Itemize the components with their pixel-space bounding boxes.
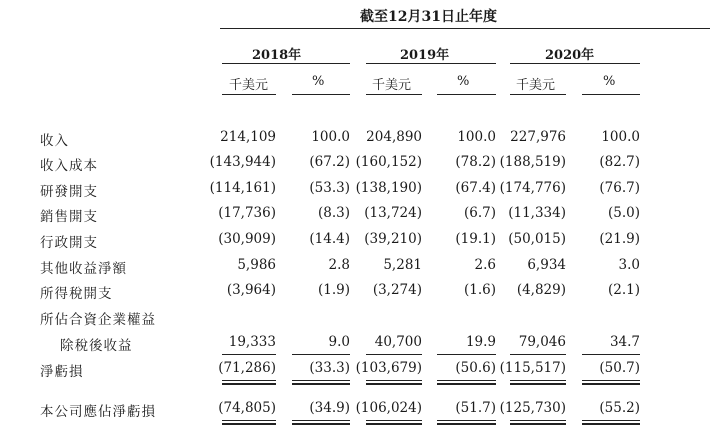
cell-2018-amount: (17,736) (218, 205, 276, 221)
unit-2020-amount: 千美元 (516, 78, 556, 93)
cell-2019-amount: 40,700 (374, 334, 422, 350)
cell-2020-pct: (21.9) (599, 231, 640, 247)
cell-2018-amount: (30,909) (218, 231, 276, 247)
row-label: 所得稅開支 (40, 286, 113, 302)
cell-2018-pct: (34.9) (309, 400, 350, 416)
cell-2020-amount: (11,334) (508, 205, 566, 221)
cell-2020-pct: 3.0 (618, 257, 640, 273)
cell-2018-amount: 214,109 (220, 129, 276, 145)
cell-2018-pct: (67.2) (309, 154, 350, 170)
year-2020: 2020年 (545, 48, 595, 63)
cell-2018-pct: 9.0 (328, 334, 350, 350)
year-2018: 2018年 (252, 48, 302, 63)
total-double-rule (582, 380, 640, 385)
cell-2020-pct: (2.1) (607, 282, 640, 298)
cell-2019-amount: (103,679) (355, 360, 422, 376)
cell-2019-amount: (160,152) (355, 154, 422, 170)
row-label: 研發開支 (40, 184, 98, 200)
final-double-rule (582, 420, 640, 425)
cell-2019-pct: (67.4) (455, 180, 496, 196)
cell-2018-amount: (3,964) (226, 282, 276, 298)
cell-2020-pct: (5.0) (607, 205, 640, 221)
total-double-rule (222, 380, 276, 385)
subtotal-rule (366, 354, 422, 355)
cell-2018-pct: (14.4) (309, 231, 350, 247)
unit-2018-pct: % (312, 74, 325, 89)
cell-2018-pct: 100.0 (311, 129, 350, 145)
cell-2019-amount: (13,724) (364, 205, 422, 221)
row-label: 其他收益淨額 (40, 261, 127, 277)
cell-2018-pct: (33.3) (309, 360, 350, 376)
row-label: 本公司應佔淨虧損 (40, 404, 156, 420)
cell-2020-pct: 100.0 (601, 129, 640, 145)
cell-2020-pct: (55.2) (599, 400, 640, 416)
row-label: 銷售開支 (40, 209, 98, 225)
final-double-rule (510, 420, 566, 425)
cell-2020-amount: 227,976 (510, 129, 566, 145)
subtotal-rule (292, 354, 350, 355)
year-rule-2020 (510, 63, 640, 64)
cell-2019-amount: 5,281 (383, 257, 422, 273)
cell-2019-amount: (39,210) (364, 231, 422, 247)
cell-2020-pct: (76.7) (599, 180, 640, 196)
cell-2020-amount: 6,934 (527, 257, 566, 273)
cell-2018-pct: (1.9) (317, 282, 350, 298)
cell-2019-amount: (3,274) (372, 282, 422, 298)
cell-2019-pct: (1.6) (463, 282, 496, 298)
cell-2018-amount: (143,944) (209, 154, 276, 170)
unit-rule (292, 94, 350, 95)
total-double-rule (366, 380, 422, 385)
unit-rule (366, 94, 422, 95)
cell-2020-pct: (82.7) (599, 154, 640, 170)
cell-2018-amount: 5,986 (237, 257, 276, 273)
cell-2020-pct: (50.7) (599, 360, 640, 376)
final-double-rule (292, 420, 350, 425)
cell-2018-pct: (8.3) (317, 205, 350, 221)
year-2019: 2019年 (400, 48, 450, 63)
cell-2018-amount: (114,161) (209, 180, 276, 196)
year-rule-2018 (222, 63, 350, 64)
cell-2020-amount: 79,046 (518, 334, 566, 350)
cell-2020-amount: (50,015) (508, 231, 566, 247)
unit-2019-pct: % (457, 74, 470, 89)
row-label: 除稅後收益 (60, 338, 133, 354)
cell-2019-amount: (106,024) (355, 400, 422, 416)
cell-2020-pct: 34.7 (609, 334, 640, 350)
cell-2018-amount: (71,286) (218, 360, 276, 376)
cell-2020-amount: (4,829) (516, 282, 566, 298)
cell-2018-pct: (53.3) (309, 180, 350, 196)
total-double-rule (510, 380, 566, 385)
year-rule-2019 (366, 63, 496, 64)
row-label: 淨虧損 (40, 364, 84, 380)
cell-2019-pct: (50.6) (455, 360, 496, 376)
cell-2020-amount: (174,776) (499, 180, 566, 196)
cell-2019-amount: 204,890 (366, 129, 422, 145)
cell-2019-pct: (51.7) (455, 400, 496, 416)
subtotal-rule (582, 354, 640, 355)
cell-2018-pct: 2.8 (328, 257, 350, 273)
row-label: 所佔合資企業權益 (40, 312, 156, 328)
cell-2019-pct: (6.7) (463, 205, 496, 221)
unit-2018-amount: 千美元 (229, 78, 269, 93)
subtotal-rule (510, 354, 566, 355)
cell-2019-pct: 100.0 (457, 129, 496, 145)
final-double-rule (437, 420, 496, 425)
total-double-rule (437, 380, 496, 385)
period-header: 截至12月31日止年度 (360, 9, 497, 25)
period-rule (220, 28, 710, 29)
cell-2019-pct: 19.9 (465, 334, 496, 350)
cell-2019-amount: (138,190) (355, 180, 422, 196)
cell-2020-amount: (125,730) (499, 400, 566, 416)
row-label: 收入成本 (40, 158, 98, 174)
unit-2019-amount: 千美元 (372, 78, 412, 93)
cell-2018-amount: 19,333 (228, 334, 276, 350)
unit-rule (582, 94, 640, 95)
unit-rule (437, 94, 496, 95)
cell-2019-pct: (78.2) (455, 154, 496, 170)
row-label: 收入 (40, 133, 69, 149)
row-label: 行政開支 (40, 235, 98, 251)
cell-2019-pct: 2.6 (474, 257, 496, 273)
unit-2020-pct: % (603, 74, 616, 89)
unit-rule (222, 94, 276, 95)
total-double-rule (292, 380, 350, 385)
final-double-rule (366, 420, 422, 425)
cell-2019-pct: (19.1) (455, 231, 496, 247)
subtotal-rule (222, 354, 276, 355)
cell-2020-amount: (188,519) (499, 154, 566, 170)
cell-2020-amount: (115,517) (499, 360, 566, 376)
final-double-rule (222, 420, 276, 425)
subtotal-rule (437, 354, 496, 355)
cell-2018-amount: (74,805) (218, 400, 276, 416)
unit-rule (510, 94, 566, 95)
